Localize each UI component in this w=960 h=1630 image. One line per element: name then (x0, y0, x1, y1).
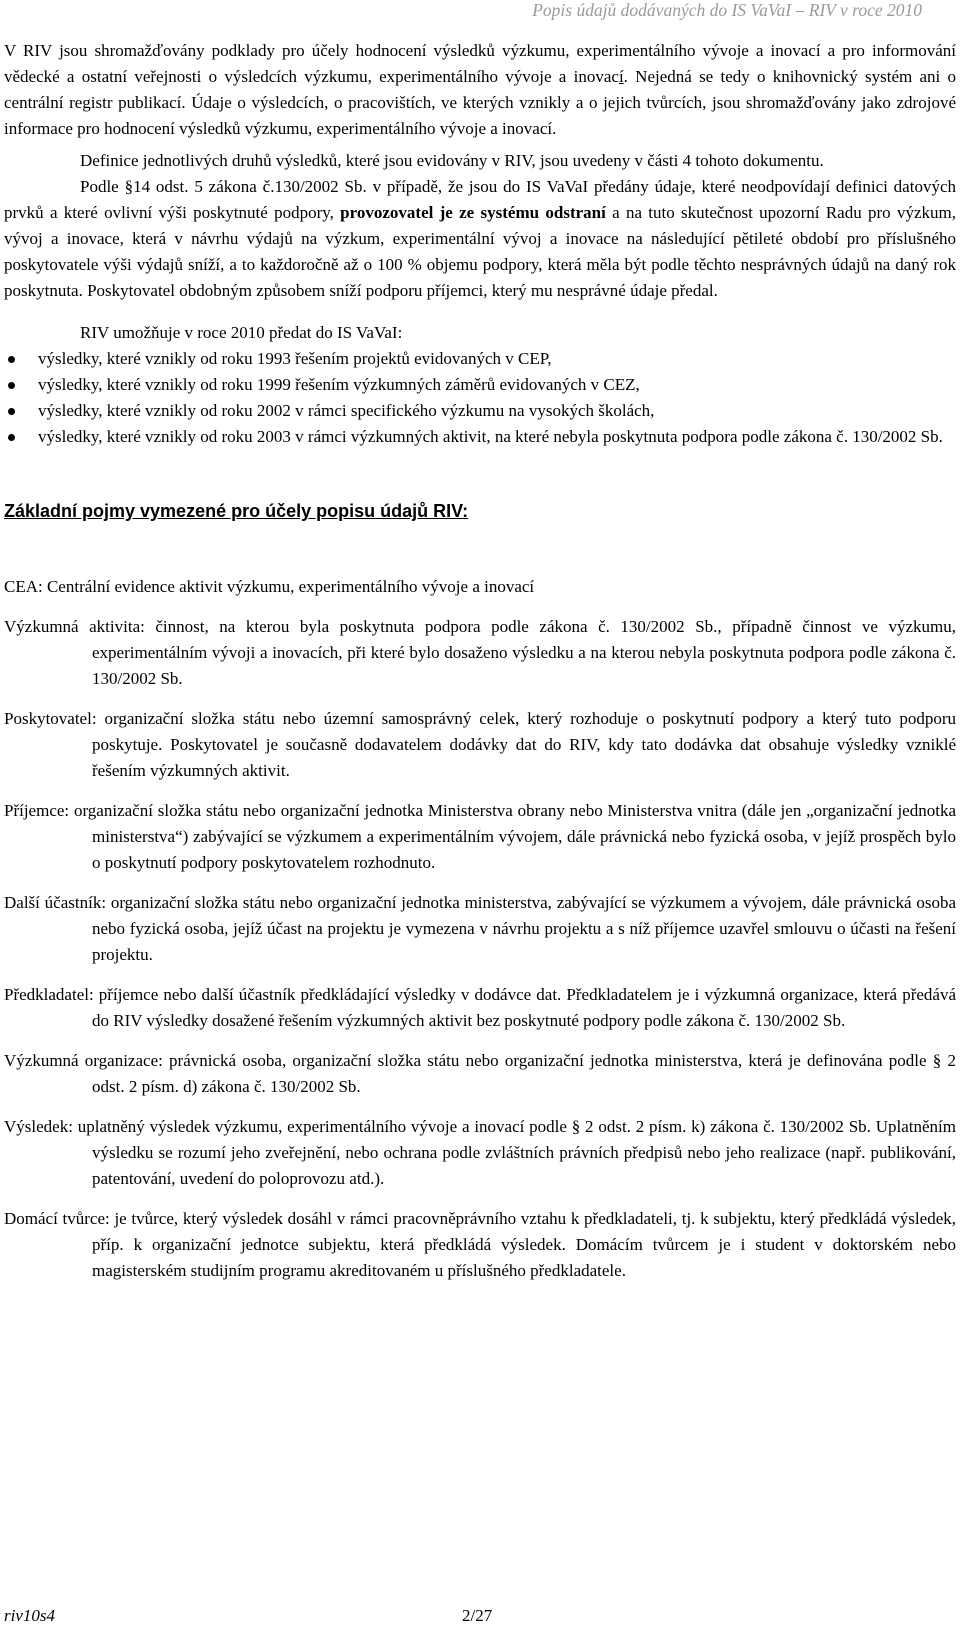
definition-prijemce: Příjemce: organizační složka státu nebo organizační jednotka Ministerstva obrany nebo Ministerstva vnitra (dále jen „organizační jednotka ministerstva“) zabývající se výzkumem a experimentálním vývojem, dále právnická nebo fyzická osoba, v jejíž prospěch bylo o poskytnutí podpory poskytovatelem rozhodnuto. (4, 801, 956, 872)
intro-paragraph-2: Definice jednotlivých druhů výsledků, které jsou evidovány v RIV, jsou uvedeny v části 4 tohoto dokumentu. (80, 151, 824, 170)
list-item-text: výsledky, které vznikly od roku 2003 v rámci výzkumných aktivit, na které nebyla poskytnuta podpora podle zákona č. 130/2002 Sb. (38, 427, 943, 446)
running-header: Popis údajů dodávaných do IS VaVaI – RIV v roce 2010 (532, 0, 922, 20)
definition-vyzkumna-aktivita: Výzkumná aktivita: činnost, na kterou byla poskytnuta podpora podle zákona č. 130/2002 Sb., případně činnost ve výzkumu, experimentálním vývoji a inovacích, při které bylo dosaženo výsledku a na kterou nebyla poskytnuta podpora podle zákona č. 130/2002 Sb. (4, 617, 956, 688)
definition-cea: CEA: Centrální evidence aktivit výzkumu, experimentálního vývoje a inovací (4, 577, 535, 596)
bullet-icon (8, 408, 15, 415)
text-run: V RIV jsou shromažďovány podklady pro účely hodnocení výsledků výzkumu, experimentálního vývoje a inovací a pro informování vědecké a ostatní veřejnosti o výsledcích výzkumu, experimentálního vývoje a inovac (4, 41, 956, 86)
list-item-text: výsledky, které vznikly od roku 1993 řešením projektů evidovaných v CEP, (38, 349, 552, 368)
list-item-text: výsledky, které vznikly od roku 1999 řešením výzkumných záměrů evidovaných v CEZ, (38, 375, 640, 394)
definition-predkladatel: Předkladatel: příjemce nebo další účastník předkládající výsledky v dodávce dat. Předkladatelem je i výzkumná organizace, která předává do RIV výsledky dosažené řešením výzkumných aktivit bez poskytnuté podpory podle zákona č. 130/2002 Sb. (4, 985, 956, 1030)
document-body (4, 38, 956, 1284)
bullet-icon (8, 382, 15, 389)
text-run: a na tuto skutečnost upozorní Radu pro výzkum, vývoj a inovace, která v návrhu výdajů na výzkum, experimentální vývoj a inovace na následující pětileté období pro příslušného poskytovatele výši výdajů sníží, a to každoročně až o 100 % objemu podpory, která měla být podle těchto nesprávných údajů na daný rok poskytnuta. Poskytovatel obdobným způsobem sníží podporu příjemci, který mu nesprávné údaje předal. (4, 203, 956, 300)
text-run: . Nejedná se tedy o knihovnický systém ani o centrální registr publikací. Údaje o výsledcích, o pracovištích, ve kterých vznikly a o jejich tvůrcích, jsou shromažďovány jako zdrojové informace pro hodnocení výsledků výzkumu, experimentálního vývoje a inovací. (4, 67, 956, 138)
definition-dalsi-ucastnik: Další účastník: organizační složka státu nebo organizační jednotka ministerstva, zabývající se výzkumem a vývojem, dále právnická osoba nebo fyzická osoba, jejíž účast na projektu je vymezena v návrhu projektu a s níž příjemce uzavřel smlouvu o účasti na řešení projektu. (4, 893, 956, 964)
bullet-icon (8, 356, 15, 363)
definition-vyzkumna-organizace: Výzkumná organizace: právnická osoba, organizační složka státu nebo organizační jednotka ministerstva, která je definována podle § 2 odst. 2 písm. d) zákona č. 130/2002 Sb. (4, 1051, 956, 1096)
bullet-list (4, 346, 956, 450)
list-item (4, 346, 956, 372)
section-heading: Základní pojmy vymezené pro účely popisu údajů RIV: (4, 501, 469, 521)
document-id: riv10s4 (4, 1606, 55, 1625)
list-item-text: výsledky, které vznikly od roku 2002 v rámci specifického výzkumu na vysokých školách, (38, 401, 655, 420)
text-run: Podle §14 odst. 5 zákona č.130/2002 Sb. v případě, že jsou do IS VaVaI předány údaje, které neodpovídají definici datových prvků a které ovlivní výši poskytnuté podpory, (4, 177, 956, 222)
text-run-underlined: í (618, 67, 624, 86)
definition-vysledek: Výsledek: uplatněný výsledek výzkumu, experimentálního vývoje a inovací podle § 2 odst. 2 písm. k) zákona č. 130/2002 Sb. Uplatněním výsledku se rozumí jeho zveřejnění, nebo ochrana podle zvláštních právních předpisů nebo jeho realizace (např. publikování, patentování, uvedení do poloprovozu atd.). (4, 1117, 956, 1188)
intro-paragraph-3 (4, 174, 956, 304)
list-item (4, 424, 956, 450)
intro-paragraph-4: RIV umožňuje v roce 2010 předat do IS VaVaI: (80, 323, 403, 342)
text-run-bold: provozovatel je ze systému odstraní (340, 203, 606, 222)
bullet-icon (8, 434, 15, 441)
page-footer (4, 1606, 922, 1630)
intro-paragraph-1 (4, 38, 956, 142)
page-number: 2/27 (462, 1606, 493, 1625)
definition-domaci-tvurce: Domácí tvůrce: je tvůrce, který výsledek dosáhl v rámci pracovněprávního vztahu k předkladateli, tj. k subjektu, který předkládá výsledek, příp. k organizační jednotce subjektu, která předkládá výsledek. Domácím tvůrcem je i student v doktorském nebo magisterském studijním programu akreditovaném u příslušného předkladatele. (4, 1209, 956, 1280)
list-item (4, 372, 956, 398)
list-item (4, 398, 956, 424)
definition-poskytovatel: Poskytovatel: organizační složka státu nebo územní samosprávný celek, který rozhoduje o poskytnutí podpory a který tuto podporu poskytuje. Poskytovatel je současně dodavatelem dodávky dat do RIV, kdy tato dodávka dat obsahuje výsledky vzniklé řešením výzkumných aktivit. (4, 709, 956, 780)
